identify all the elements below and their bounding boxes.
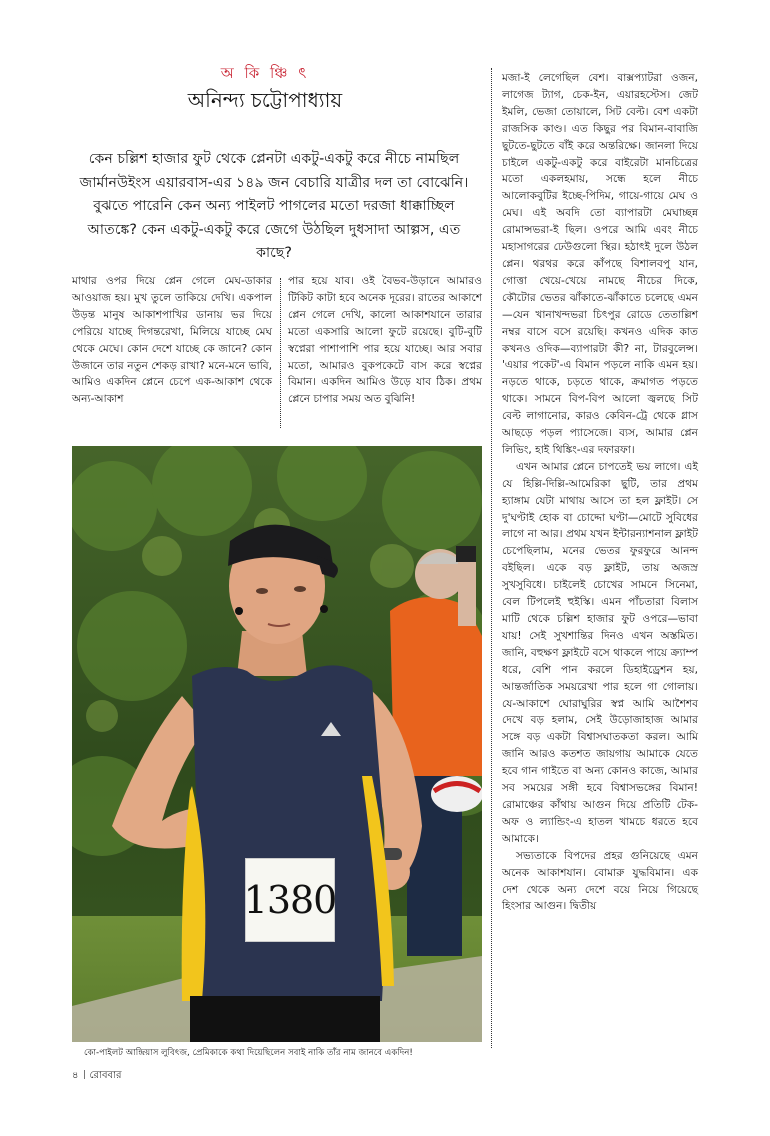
page-number: ৪ xyxy=(72,1070,79,1081)
body-paragraph: এখন আমার প্লেনে চাপতেই ভয় লাগে। এই যে হিল্লি-দিল্লি-আমেরিকা ছুটি, তার প্রথম হ্যাঙ্গাম যেটা মাথায় আসে তা হল ফ্লাইট। সে দু'ঘণ্টাই হোক বা চোদ্দো ঘণ্টা—মোটে সুবিধের লাগে না আর। প্রথম যখন ইন্টারন্যাশনাল ফ্লাইট চেপেছিলাম, মনের ভেতর ফুরফুরে আনন্দ বইছিল। একে বড় ফ্লাইট, তায় অজস্র সুখসুবিধে। চাইলেই চোখের সামনে সিনেমা, বেল টিপলেই হুইস্কি। এমন পাঁচতারা বিলাস মাটি থেকে চল্লিশ হাজার ফুট ওপরে—ভাবা যায়! সেই সুখশান্তির দিনও এখন অস্তমিত। জানি, বহুক্ষণ ফ্লাইটে বসে থাকলে পায়ে ক্র্যাম্প ধরে, বেশি পান করলে ডিহাইড্রেশন হয়, আন্তর্জাতিক সময়রেখা পার হলে গা গোলায়। যে-আকাশে ঘোরাঘুরির স্বপ্ন আমি আশৈশব দেখে বড় হলাম, সেই উড়োজাহাজ আমার সঙ্গে বড় একটা বিশ্বাসঘাতকতা করল। আমি জানি আরও কতশত জায়গায় আমাকে যেতে হবে গান গাইতে বা অন্য কোনও কাজে, আমার সব সময়ের সঙ্গী হবে বিশ্বাসভঙ্গের বিমান! রোমাঞ্চের কাঁথায় আগুন দিয়ে প্রতিটি টেক-অফ ও ল্যান্ডিং-এ হাতল খামচে ধরতে হবে আমাকে। xyxy=(502,460,698,845)
magazine-name: রোববার xyxy=(89,1070,122,1081)
page-footer xyxy=(72,1068,122,1085)
author-byline: অনিন্দ্য চট্টোপাধ্যায় xyxy=(187,88,343,112)
column-divider xyxy=(491,68,492,1048)
photo-caption: কো-পাইলট আন্দ্রিয়াস লুবিৎজ, প্রেমিকাকে কথা দিয়েছিলেন সবাই নাকি তাঁর নাম জানবে একদিন! xyxy=(84,1048,413,1058)
section-kicker: অ কি ঞ্চি ৎ xyxy=(220,64,310,82)
bib-number: 1380 xyxy=(243,878,337,922)
body-column-2 xyxy=(288,273,482,408)
body-paragraph: মজা-ই লেগেছিল বেশ। বাক্সপ্যাটরা ওজন, লাগেজ ট্যাগ, চেক-ইন, এয়ারহস্টেস। জেট ইমলি, ভেজা তোয়ালে, সিট বেল্ট। বেশ একটা রাজসিক কাণ্ড। এত কিছুর পর বিমান-বাবাজি ছুটতে-ছুটতে বাঁই করে অন্তরিক্ষে। জানলা দিয়ে চাইলে একটু-একটু করে বাইরেটা মানচিত্রের মতো একলহমায়, সন্ধে হলে নীচে আলোকবুটির ইচ্ছে-পিদিম, গায়ে-গায়ে মেঘ ও মেঘ। এই অবদি তো ব্যাপারটা মেঘাচ্ছন্ন রোমান্সভরা-ই ছিল। ওপরে আমি এবং নীচে মহাসাগরের ঢেউগুলো স্থির। হঠাৎই দুলে উঠল প্লেন। থরথর করে কাঁপছে বিশালবপু যান, গোত্তা খেয়ে-খেয়ে নামছে নীচের দিকে, কৌটোর ভেতর ঝাঁকাতে-ঝাঁকাতে চলেছে এমন—যেন খানাখন্দভরা চিৎপুর রোডে তেতাল্লিশ নম্বর বাসে বসে রয়েছি। কখনও এদিক কাত কখনও ওদিক—ব্যাপারটা কী? না, টারবুলেন্স। 'এয়ার পকেট'-এ বিমান পড়লে নাকি এমন হয়। নড়তে থাকে, চড়তে থাকে, ক্রমাগত পড়তে থাকে। সামনে বিপ-বিপ আলো জ্বলছে সিট বেল্ট লাগানোর, কারও কেবিন-ট্রে থেকে গ্লাস আছড়ে পড়ল প্যাসেজে। ব্যস, আমার প্লেন লিভিং, হাই থিঙ্কিং-এর দফারফা। xyxy=(502,72,698,456)
runner-photo xyxy=(72,446,482,1042)
standfirst: কেন চল্লিশ হাজার ফুট থেকে প্লেনটা একটু-একটু করে নীচে নামছিল জার্মানউইংস এয়ারবাস-এর ১৪৯ জন বেচারি যাত্রীর দল তা বোঝেনি। বুঝতে পারেনি কেন অন্য পাইলট পাগলের মতো দরজা ধাক্কাচ্ছিল আতঙ্কে? কেন একটু-একটু করে জেগে উঠছিল দুধসাদা আল্পস, এত কাছে? xyxy=(79,151,469,261)
body-paragraph: সভ্যতাকে বিপদের প্রহর গুনিয়েছে এমন অনেক আকাশযান। বোমারু যুদ্ধবিমান। এক দেশ থেকে অন্য দেশে বয়ে নিয়ে গিয়েছে হিংসার আগুন। দ্বিতীয় xyxy=(502,849,698,913)
body-paragraph: মাথার ওপর দিয়ে প্লেন গেলে মেঘ-ডাকার আওয়াজ হয়। মুখ তুলে তাকিয়ে দেখি। একপাল উড়ন্ত মানুষ আকাশপাখির ডানায় ভর দিয়ে পেরিয়ে যাচ্ছে দিগন্তরেখা, মিলিয়ে যাচ্ছে মেঘ থেকে মেঘে। কোন দেশে যাচ্ছে কে জানে? কোন উজানে তার নতুন শেকড় রাখা? মনে-মনে ভাবি, আমিও একদিন প্লেনে চেপে এক-আকাশ থেকে অন্য-আকাশ xyxy=(72,275,272,406)
race-bib xyxy=(245,858,335,942)
body-column-1 xyxy=(72,273,272,408)
footer-separator xyxy=(84,1070,85,1079)
body-paragraph: পার হয়ে যাব। ওই বৈভব-উড়ানে আমারও টিকিট কাটা হবে অনেক দূরের। রাতের আকাশে প্লেন গেলে দেখি, কালো আকাশযানে তারার মতো একসারি আলো ফুটে রয়েছে। বুটি-বুটি স্বপ্নেরা পাশাপাশি পার হয়ে যাচ্ছে। আর সবার মতো, আমারও বুকপকেটে বাস করে স্বপ্নের বিমান। একদিন আমিও উড়ে যাব ঠিক। প্রথম প্লেনে চাপার সময় অত বুঝিনি! xyxy=(288,275,482,406)
column-divider xyxy=(280,278,281,428)
runner-illustration xyxy=(72,446,482,1042)
body-column-3 xyxy=(502,70,698,915)
